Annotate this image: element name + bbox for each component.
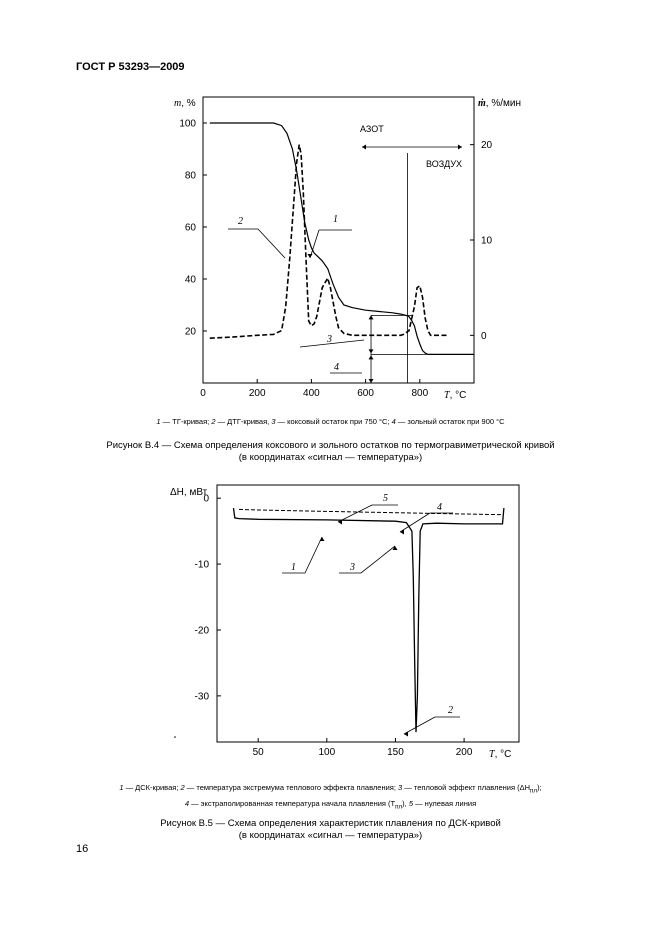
leader-2 [404,717,435,734]
series-5-line [239,509,503,514]
curve-label-3: 3 [350,562,355,573]
document-header: ГОСТ Р 53293—2009 [76,61,185,73]
x-tick-label: 600 [357,388,374,399]
x-tick-label: 400 [303,388,320,399]
curve-label-1: 1 [333,214,338,225]
y-tick-label: -30 [194,691,209,703]
y-axis-label: ΔH, мВт [170,487,208,498]
y-tick-label: 20 [184,326,196,338]
curve-label-3: 3 [327,334,332,345]
page-number: 16 [76,843,89,855]
arrow-head [393,546,398,550]
y-tick-label: 40 [184,274,196,286]
x-tick-label: 800 [411,388,429,399]
y-tick-label: 0 [203,493,209,505]
x-axis-label: T, °C [489,749,512,760]
leader-1 [282,537,322,573]
arrow-head [400,530,404,535]
curve-label-2: 2 [238,216,243,227]
x-tick-label: 200 [455,747,473,758]
y-tick-label: 100 [179,118,196,130]
y-left-axis-label: m, % [174,98,196,109]
figure-b4-caption: Рисунок В.4 — Схема определения коксового и зольного остатков по термогравиметрической кривой (в координатах «сигнал — температура») [106,440,555,463]
curve-label-2: 2 [448,705,453,716]
arrow-head [320,537,325,541]
figure-b5-caption: Рисунок В.5 — Схема определения характеристик плавления по ДСК-кривой (в координатах «сигнал — температура») [160,818,501,841]
x-axis-label: T, °C [444,390,467,401]
curve-label-1: 1 [291,562,296,573]
annotation-air: ВОЗДУХ [426,159,463,169]
curve-label-5: 5 [383,493,388,504]
scan-dot [174,736,176,738]
y-tick-label: 60 [184,222,196,234]
arrow-head [404,732,408,737]
y-tick-label: 80 [184,170,196,182]
curve-label-4: 4 [437,502,442,513]
figure-b5-legend: 1 — ДСК-кривая; 2 — температура экстремума теплового эффекта плавления; 3 — тепловой эффект плавления $(\Delta H_{пл})$; 4 — экстраполированная температура начала плавления $(T_{пл})$, 5 — нулевая линия [119,783,542,810]
y2-tick-label: 20 [481,140,493,152]
figure-b4-legend: 1 — ТГ-кривая; 2 — ДТГ-кривая, 3 — коксовый остаток при 750 °С; 4 — зольный остаток при 900 °С [156,417,505,426]
y2-tick-label: 10 [481,235,493,247]
y2-tick-label: 0 [481,330,487,342]
x-tick-label: 50 [252,747,264,758]
y-tick-label: -20 [194,625,209,637]
annotation-nitrogen: АЗОТ [360,124,384,134]
y-right-axis-label: ṁ, %/мин [478,98,521,109]
x-tick-label: 0 [200,388,206,399]
y-tick-label: -10 [194,559,209,571]
curve-label-4: 4 [334,362,339,373]
leader-3 [339,546,395,573]
x-tick-label: 150 [387,747,404,758]
leader-5 [338,505,372,522]
x-tick-label: 200 [248,388,266,399]
series-1-line [234,508,504,732]
x-tick-label: 100 [318,747,336,758]
